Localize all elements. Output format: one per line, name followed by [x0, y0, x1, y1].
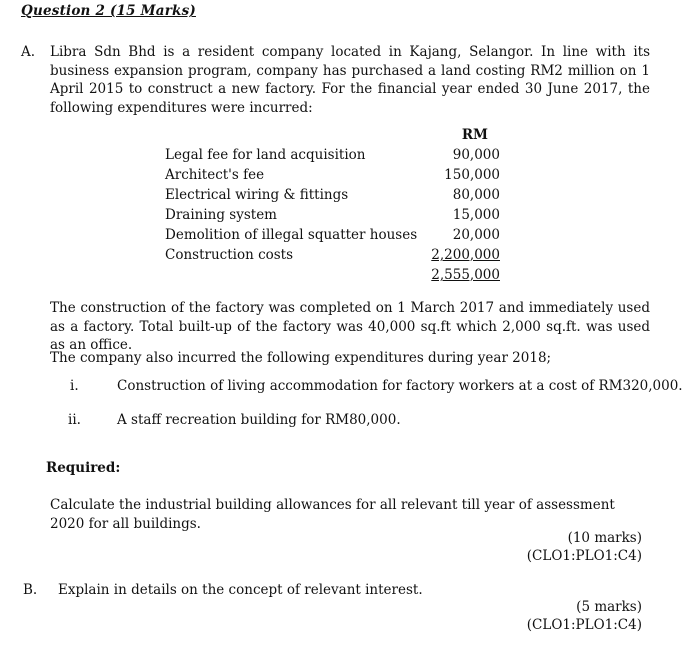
- expenditure-2018-paragraph: The company also incurred the following expenditures during year 2018;: [50, 350, 552, 366]
- required-heading: Required:: [46, 460, 121, 476]
- section-b-label: B.: [23, 582, 38, 598]
- row-item: Draining system: [165, 207, 277, 223]
- currency-header: RM: [461, 127, 488, 143]
- row-amount: 15,000: [452, 207, 500, 223]
- section-b-text: Explain in details on the concept of relevant interest.: [58, 582, 423, 598]
- row-item: Electrical wiring & fittings: [165, 187, 349, 203]
- clo-a: (CLO1:PLO1:C4): [526, 548, 642, 564]
- row-amount: 20,000: [452, 227, 500, 243]
- list-item-number: ii.: [68, 412, 81, 428]
- required-text: Calculate the industrial building allowances for all relevant till year of assessment 2020 for all buildings.: [50, 497, 615, 532]
- row-item: Demolition of illegal squatter houses: [165, 227, 418, 243]
- table-row: [165, 245, 510, 265]
- section-a-intro: Libra Sdn Bhd is a resident company located in Kajang, Selangor. In line with its business expansion program, company has purchased a land costing RM2 million on 1 April 2015 to construct a new factory. For the financial year ended 30 June 2017, the following expenditures were incurred:: [50, 44, 650, 116]
- table-row: [165, 205, 510, 225]
- row-amount: 2,200,000: [431, 247, 500, 263]
- row-amount: 80,000: [452, 187, 500, 203]
- table-row: [165, 185, 510, 205]
- row-amount: 90,000: [452, 147, 500, 163]
- table-row: [165, 225, 510, 245]
- marks-a: (10 marks): [567, 530, 642, 546]
- row-item: Architect's fee: [165, 167, 265, 183]
- total-amount: 2,555,000: [431, 267, 500, 283]
- row-amount: 150,000: [444, 167, 500, 183]
- table-header-row: [165, 125, 510, 145]
- completion-paragraph: The construction of the factory was completed on 1 March 2017 and immediately used as a factory. Total built-up of the factory was 40,000 sq.ft which 2,000 sq.ft. was used as an office.: [50, 300, 650, 353]
- table-total-row: [165, 265, 510, 285]
- question-title: Question 2 (15 Marks): [21, 3, 196, 19]
- list-item-number: i.: [70, 378, 79, 394]
- list-item-text: Construction of living accommodation for factory workers at a cost of RM320,000.: [117, 378, 683, 394]
- list-item-text: A staff recreation building for RM80,000.: [117, 412, 401, 428]
- clo-b: (CLO1:PLO1:C4): [526, 617, 642, 633]
- table-row: [165, 145, 510, 165]
- section-a-label: A.: [21, 44, 36, 60]
- row-item: Construction costs: [165, 247, 294, 263]
- row-item: Legal fee for land acquisition: [165, 147, 366, 163]
- expenditure-table: [165, 125, 510, 285]
- table-row: [165, 165, 510, 185]
- marks-b: (5 marks): [576, 599, 642, 615]
